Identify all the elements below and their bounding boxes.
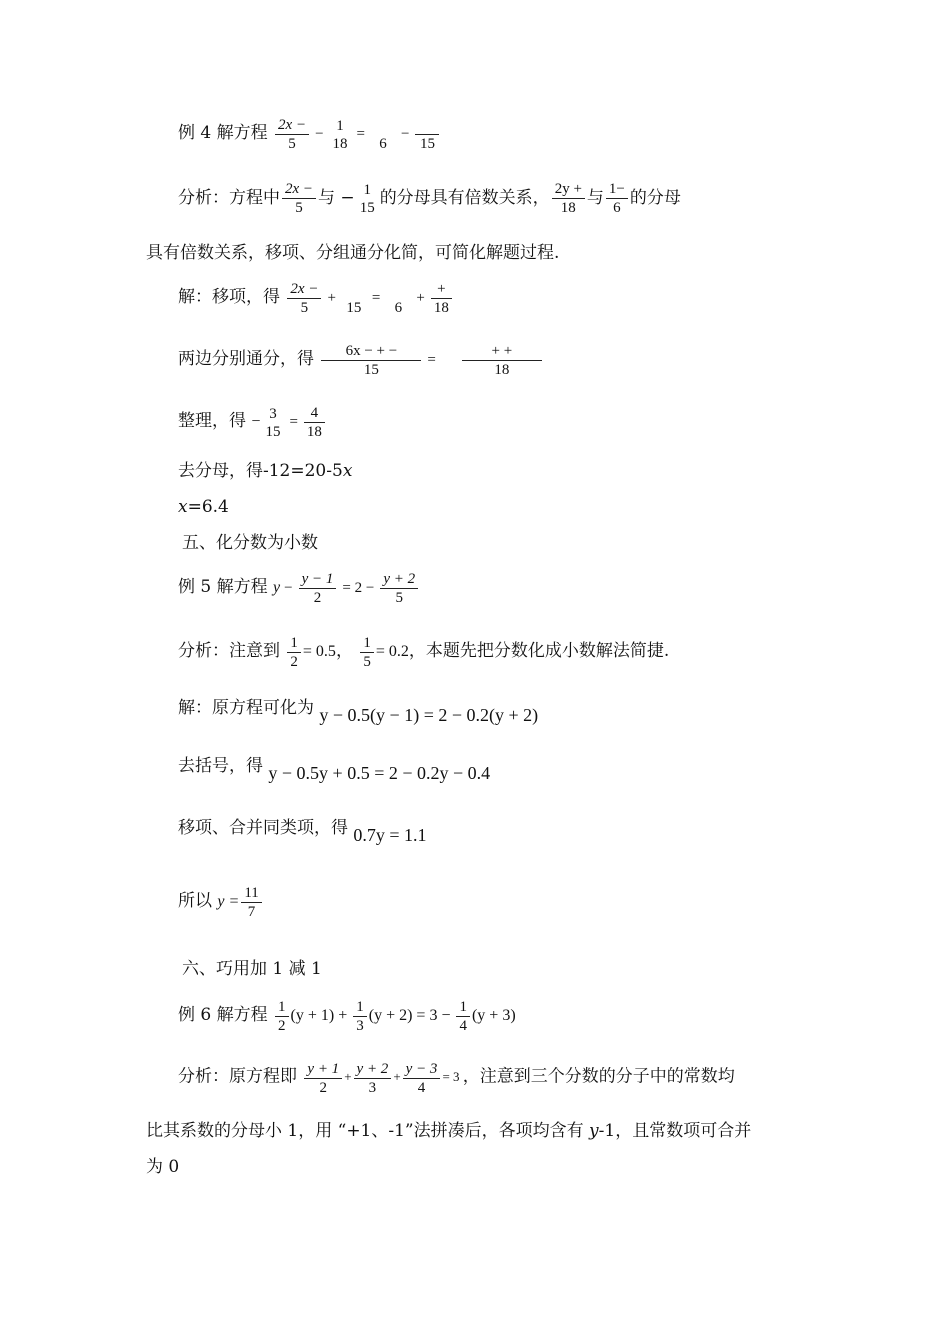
- example-6-analysis-line-3: 为 0: [146, 1157, 180, 1177]
- solution-common-denominator: 两边分别通分，得 $\frac{6x - + -}{15}$ = $\frac{+ +}{18}$: [178, 342, 544, 379]
- example-5-problem: 例 5 解方程 y − $\frac{y - 1}{2}$ = 2 − $\frac{y + 2}{5}$: [178, 570, 420, 607]
- equation: $\frac{2x -}{5}$ − 1 18 = 6 − 15: [273, 125, 441, 142]
- example-6-problem: 例 6 解方程 $\frac{1}{2}$ (y + 1) + $\frac{1}{3}$ (y + 2) = 3 − $\frac{1}{4}$ (y + 3): [178, 999, 516, 1034]
- fraction: $\frac{2x -}{5}$: [275, 116, 309, 153]
- example-4-problem: [178, 116, 441, 153]
- solution-simplify: 整理，得 − 3 15 = $\frac{4}{18}$: [178, 404, 327, 441]
- solution-answer: x=6.4: [178, 497, 229, 517]
- section-6-heading: 六、巧用加 1 减 1: [182, 959, 322, 979]
- analysis-line-1: 分析：方程中 $\frac{2x -}{5}$ 与 − 1 15 的分母具有倍数关系， $\frac{2y +}{18}$ 与 $\frac{1-}{6}$ 的分母: [178, 181, 681, 216]
- example-5-solution-1: 解：原方程可化为 y − 0.5(y − 1) = 2 − 0.2(y + 2): [178, 698, 539, 725]
- example-5-solution-3: 移项、合并同类项，得 0.7y = 1.1: [178, 818, 427, 845]
- example-6-analysis-line-2: 比其系数的分母小 1，用 “+1、-1”法拼凑后，各项均含有 y-1，且常数项可合并: [146, 1121, 752, 1141]
- example-5-analysis: 分析：注意到 $\frac{1}{2}$ = 0.5， $\frac{1}{5}$ = 0.2，本题先把分数化成小数解法简捷.: [178, 635, 670, 670]
- example-5-solution-4: 所以 y = $\frac{11}{7}$: [178, 884, 264, 921]
- example-5-solution-2: 去括号，得 y − 0.5y + 0.5 = 2 − 0.2y − 0.4: [178, 756, 491, 783]
- example-label: 例 4 解方程: [178, 123, 268, 144]
- example-6-analysis-line-1: 分析：原方程即 $\frac{y + 1}{2}$ + $\frac{y + 2}{3}$ + $\frac{y - 3}{4}$ = 3 ，注意到三个分数的分子中的常数均: [178, 1061, 735, 1096]
- section-5-heading: 五、化分数为小数: [182, 533, 318, 553]
- solution-clear-denominator: 去分母，得-12=20-5x: [178, 461, 353, 481]
- analysis-line-2: 具有倍数关系，移项、分组通分化简，可简化解题过程.: [146, 243, 560, 263]
- solution-move: 解：移项，得 $\frac{2x -}{5}$ + 15 = 6 + $\frac{+}{18}$: [178, 280, 454, 317]
